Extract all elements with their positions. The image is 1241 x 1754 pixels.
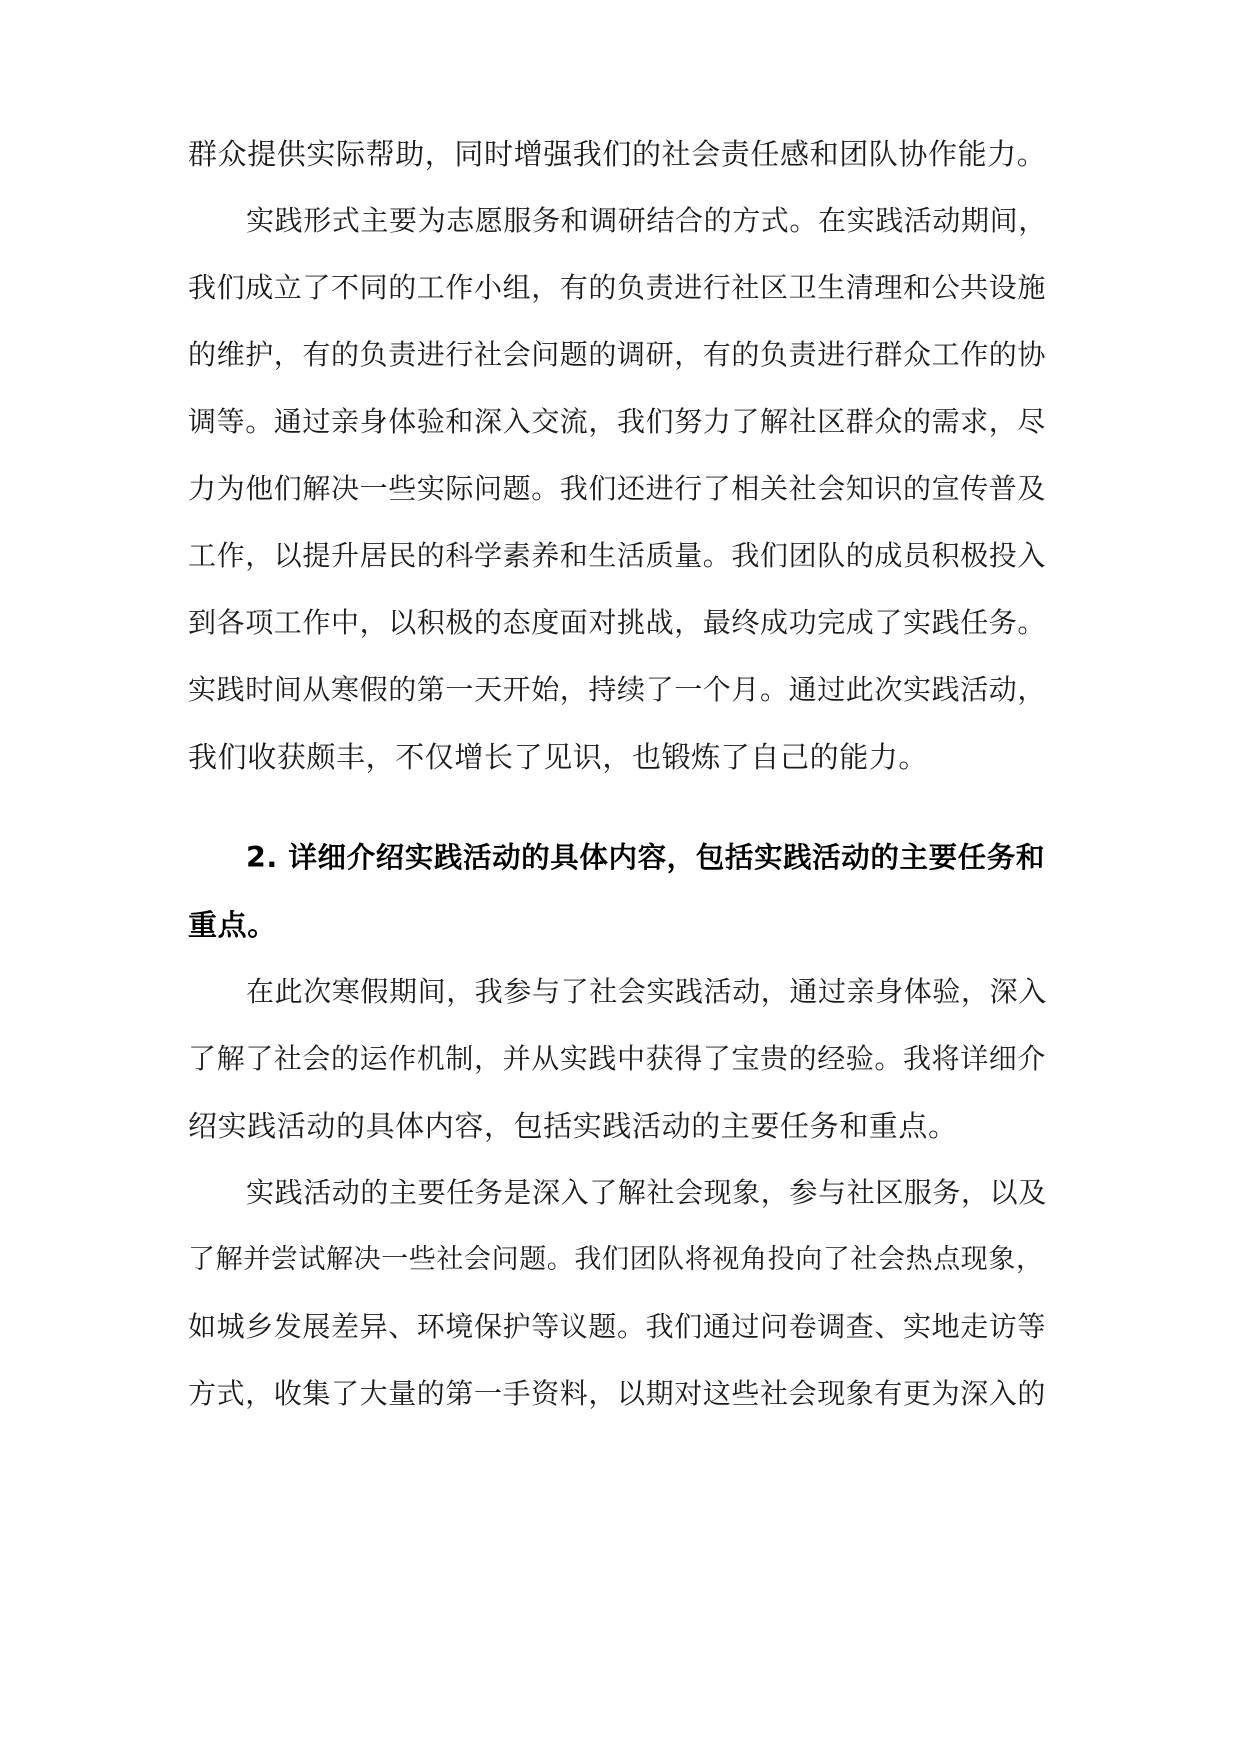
paragraph-line: 实践时间从寒假的第一天开始，持续了一个月。通过此次实践活动， [188,673,1047,706]
paragraph-line: 的维护，有的负责进行社会问题的调研，有的负责进行群众工作的协 [188,338,1047,371]
paragraph-line: 群众提供实际帮助，同时增强我们的社会责任感和团队协作能力。 [188,137,1047,171]
paragraph-line: 我们成立了不同的工作小组，有的负责进行社区卫生清理和公共设施 [188,271,1047,304]
paragraph-line: 在此次寒假期间，我参与了社会实践活动，通过亲身体验，深入 [246,975,1047,1008]
paragraph-line: 工作，以提升居民的科学素养和生活质量。我们团队的成员积极投入 [188,539,1047,572]
paragraph-line: 实践形式主要为志愿服务和调研结合的方式。在实践活动期间， [246,204,1047,237]
paragraph-line: 我们收获颇丰，不仅增长了见识，也锻炼了自己的能力。 [188,740,929,774]
section-heading-continued: 重点。 [188,908,277,942]
paragraph-line: 方式，收集了大量的第一手资料，以期对这些社会现象有更为深入的 [188,1377,1047,1410]
paragraph-line: 力为他们解决一些实际问题。我们还进行了相关社会知识的宣传普及 [188,472,1047,505]
paragraph-line: 了解了社会的运作机制，并从实践中获得了宝贵的经验。我将详细介 [188,1042,1047,1075]
paragraph-line: 如城乡发展差异、环境保护等议题。我们通过问卷调查、实地走访等 [188,1310,1047,1343]
paragraph-line: 调等。通过亲身体验和深入交流，我们努力了解社区群众的需求，尽 [188,405,1047,438]
paragraph-line: 实践活动的主要任务是深入了解社会现象，参与社区服务，以及 [246,1176,1047,1209]
paragraph-line: 到各项工作中，以积极的态度面对挑战，最终成功完成了实践任务。 [188,606,1047,639]
section-heading: 2. 详细介绍实践活动的具体内容，包括实践活动的主要任务和 [246,841,1045,874]
paragraph-line: 绍实践活动的具体内容，包括实践活动的主要任务和重点。 [188,1109,958,1143]
paragraph-line: 了解并尝试解决一些社会问题。我们团队将视角投向了社会热点现象， [188,1244,1044,1275]
